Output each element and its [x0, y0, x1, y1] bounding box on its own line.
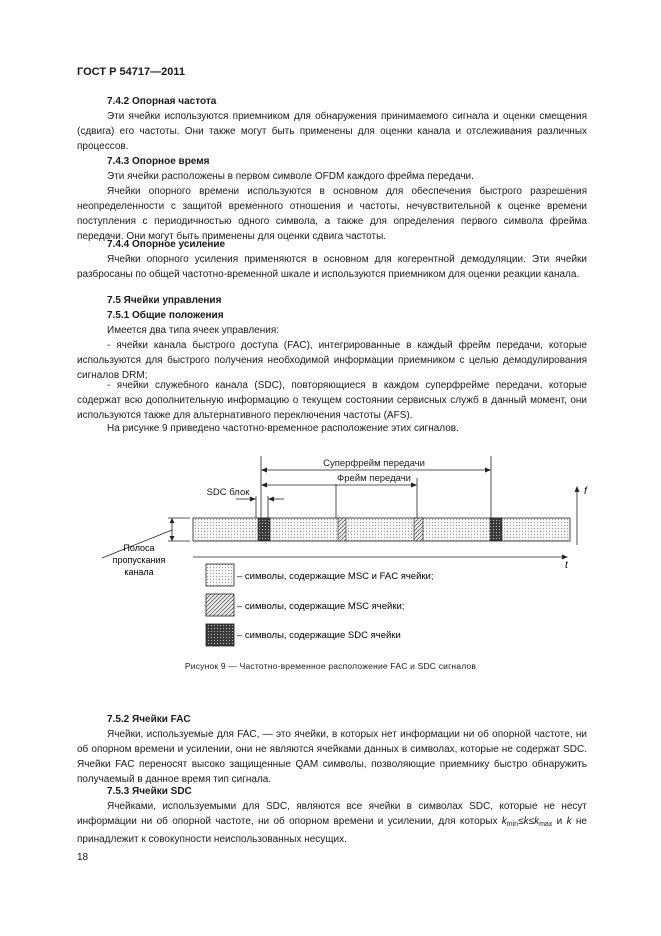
fac-symbol: [338, 518, 346, 541]
heading-7-4-2: 7.4.2 Опорная частота: [107, 96, 217, 107]
legend-label: – символы, содержащие MSC и FAC ячейки;: [237, 571, 434, 582]
var-k: k: [534, 816, 540, 827]
paragraph: На рисунке 9 приведено частотно-временное расположение этих сигналов.: [107, 423, 459, 434]
legend-label: – символы, содержащие MSC ячейки;: [237, 601, 405, 612]
heading-7-5-3: 7.5.3 Ячейки SDC: [107, 786, 192, 797]
band-label: канала: [124, 567, 154, 577]
figure-caption: Рисунок 9 — Частотно-временное расположение FAC и SDC сигналов: [184, 661, 477, 671]
legend-swatch-msc: [206, 594, 234, 616]
band-label: пропускания: [112, 555, 166, 565]
var-k: k: [523, 816, 529, 827]
subscript-min: min: [506, 821, 519, 828]
sdc-symbol-2: [490, 518, 502, 541]
paragraph: Ячейки опорного времени используются в основном для обеспечения быстрого разрешения неопределенности с защитой временного отношения и частоты, нечувствительной к оценке времени поступления с периодичностью одного символа, а также для определения первого символа фрейма передачи. Они могут быть применены для оценки сдвига частоты.: [77, 186, 587, 242]
paragraph: Имеется два типа ячеек управления:: [107, 325, 280, 336]
paragraph: Ячейки, используемые для FAC, — это ячейки, в которых нет информации ни об опорной частоте, ни об опорном времени и усилении, они не являются ячейками данных в символах, которые не содержат SDC. Ячейки FAC переносят высоко защищенные QAM символы, позволяющие приемнику быстро обнаружить получаемый в данное время тип сигнала.: [77, 729, 587, 785]
page-number: 18: [77, 852, 89, 863]
le-sign: ≤: [528, 816, 535, 827]
band-label: Полоса: [123, 543, 155, 553]
document-header: ГОСТ Р 54717—2011: [77, 66, 185, 78]
var-k: k: [501, 816, 507, 827]
heading-7-4-3: 7.4.3 Опорное время: [107, 156, 210, 167]
heading-7-5-2: 7.5.2 Ячейки FAC: [107, 714, 191, 725]
text-run: не принадлежит к совокупности неиспользованных несущих.: [77, 816, 587, 845]
text-run: и: [552, 816, 567, 827]
paragraph: [77, 799, 587, 847]
le-sign: ≤: [518, 816, 524, 827]
list-item: - ячейки канала быстрого доступа (FAC), интегрированные в каждый фрейм передачи, которые используются для быстрого получения необходимой информации приемником с целью демодулирования сигналов DRM;: [77, 340, 587, 381]
axis-t-label: t: [565, 560, 568, 571]
sdc-symbol-1: [258, 518, 270, 541]
frame-label: Фрейм передачи: [337, 473, 411, 484]
axis-f-label: f: [584, 486, 587, 497]
legend-swatch-msc-fac: [206, 564, 234, 586]
text-run: Ячейками, используемыми для SDC, являются все ячейки в символах SDC, которые не несут информации ни об опорной частоте, ни об опорном времени и усилении, для которых: [77, 801, 587, 827]
sdc-block-label: SDC блок: [206, 487, 250, 498]
legend-swatch-sdc: [206, 624, 234, 646]
legend-label: – символы, содержащие SDC ячейки: [237, 630, 401, 641]
superframe-label: Суперфрейм передачи: [323, 458, 425, 469]
paragraph: Ячейки опорного усиления применяются в основном для когерентной демодуляции. Эти ячейки разбросаны по общей частотно-временной шкале и используются приемником для оценки реакции канала.: [77, 254, 587, 280]
paragraph: Эти ячейки используются приемником для обнаружения принимаемого сигнала и оценки смещения (сдвига) его частоты. Они также могут быть применены для оценки канала и отслеживания различных процессов.: [77, 111, 587, 152]
heading-7-5: 7.5 Ячейки управления: [107, 295, 222, 306]
list-item: - ячейки служебного канала (SDC), повторяющиеся в каждом суперфрейме передачи, которые содержат всю дополнительную информацию о текущем состоянии сервисных служб в данный момент, они используются также для альтернативного переключения частоты (AFS).: [77, 380, 587, 421]
paragraph: Эти ячейки расположены в первом символе OFDM каждого фрейма передачи.: [107, 171, 474, 182]
heading-7-5-1: 7.5.1 Общие положения: [107, 310, 224, 321]
fac-symbol: [414, 518, 423, 541]
subscript-max: max: [539, 821, 553, 828]
transmission-strip: [193, 518, 570, 541]
heading-7-4-4: 7.4.4 Опорное усиление: [107, 239, 226, 250]
var-k: k: [566, 816, 572, 827]
